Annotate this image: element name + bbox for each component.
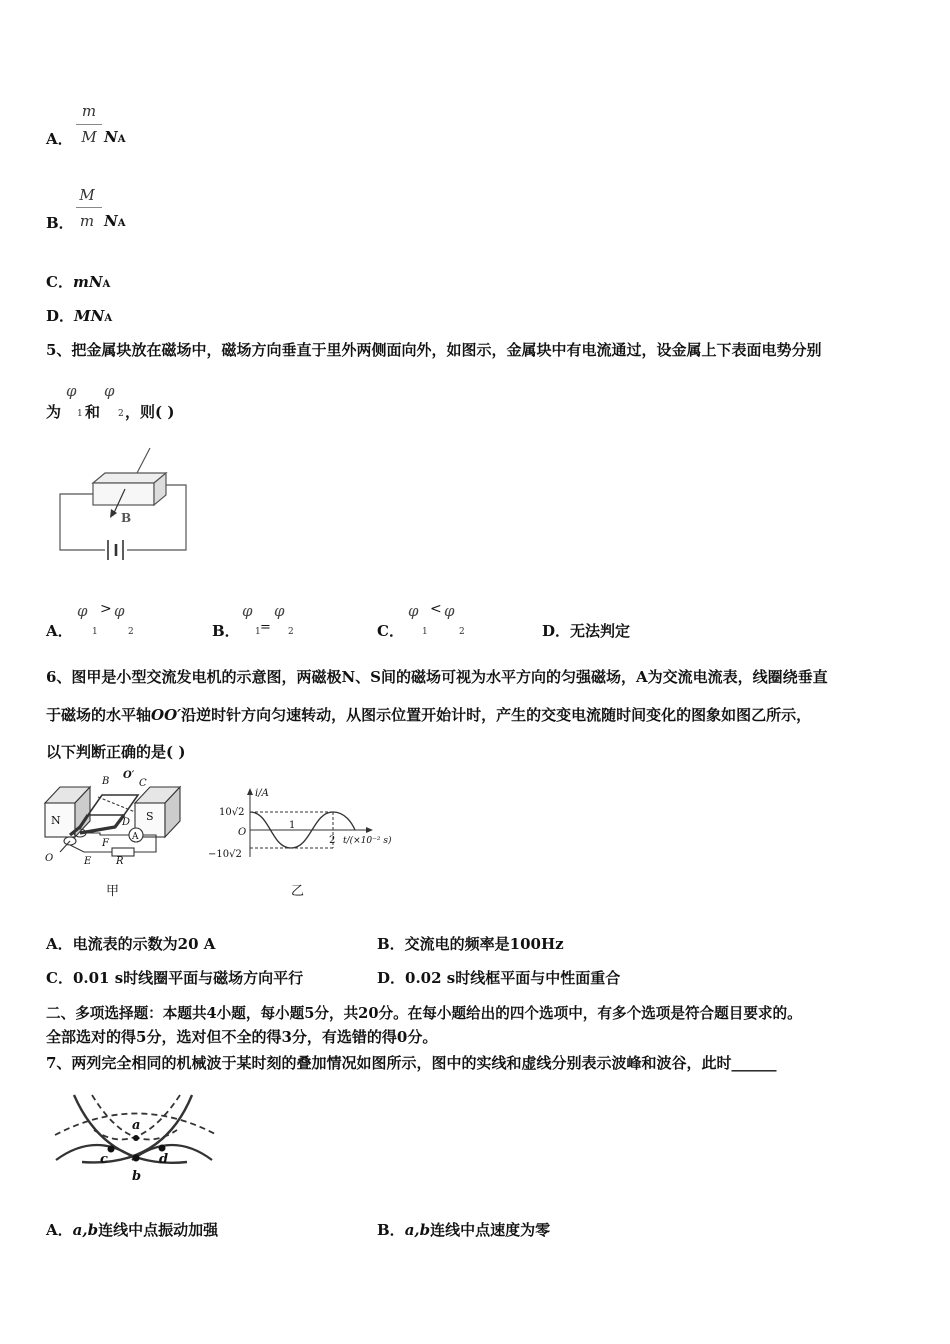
y-tick-positive: 10√2 <box>219 807 245 818</box>
x-axis-label: t/(×10⁻² s) <box>343 836 392 846</box>
resistor-r <box>112 848 134 856</box>
option-text: 连线中点振动加强 <box>98 1221 219 1239</box>
label-ammeter: A <box>132 832 139 842</box>
phi-symbol: φ <box>242 602 253 620</box>
solid-crest-lower-right <box>132 1145 212 1160</box>
label-d: D <box>122 817 131 828</box>
option-subscript: A <box>104 313 113 324</box>
q5-option-d: D．无法判定 <box>542 622 631 640</box>
phi-symbol: φ <box>408 602 419 620</box>
x-tick-2: 2 <box>329 835 336 846</box>
field-line <box>137 448 150 473</box>
stem-text: 沿逆时针方向匀速转动，从图示位置开始计时，产生的交变电流随时间变化的图象如图乙所示， <box>181 706 812 724</box>
q4-option-c <box>46 271 110 292</box>
option-label: A． <box>46 1221 73 1239</box>
label-r: R <box>116 856 124 867</box>
label-o-prime: O′ <box>123 770 135 781</box>
generator-figure <box>40 767 200 902</box>
option-text: mN <box>72 273 103 291</box>
option-text: MN <box>74 307 105 325</box>
stem-suffix: ，则( ) <box>125 403 175 421</box>
q6-stem-line1: 6、图甲是小型交流发电机的示意图，两磁极N、S间的磁场可视为水平方向的匀强磁场，A为交流电流表，线圈绕垂直 <box>46 668 828 686</box>
q7-stem: 7、两列完全相同的机械波于某时刻的叠加情况如图所示，图中的实线和虚线分别表示波峰和波谷，此时______ <box>46 1054 777 1072</box>
q4-option-d <box>46 305 112 326</box>
label-d: d <box>159 1152 169 1167</box>
current-graph <box>205 785 405 900</box>
coil-loop <box>88 795 138 815</box>
fraction-numerator: M <box>79 186 95 204</box>
fraction-bar <box>76 207 102 208</box>
option-label: A． <box>46 622 73 640</box>
relation-symbol: < <box>430 601 442 617</box>
phi-symbol: φ <box>444 602 455 620</box>
relation-symbol: > <box>100 601 112 617</box>
wave-interference-figure <box>52 1090 222 1185</box>
figure-caption: 乙 <box>291 884 305 899</box>
option-label: C． <box>377 622 404 640</box>
y-tick-negative: −10√2 <box>208 849 242 860</box>
wire <box>80 833 129 835</box>
label-n: N <box>51 814 61 827</box>
q6-option-b: B．交流电的频率是100Hz <box>377 935 564 953</box>
subscript-1: 1 <box>255 627 261 637</box>
point-a <box>133 1135 139 1141</box>
phi-symbol: φ <box>77 602 88 620</box>
label-f: F <box>102 838 109 849</box>
stem-prefix: 为 <box>46 403 62 421</box>
phi-symbol: φ <box>66 382 77 400</box>
point-b <box>133 1155 140 1162</box>
q6-stem-line2 <box>46 704 811 725</box>
phi-symbol: φ <box>104 382 115 400</box>
q5-stem-line1: 5、把金属块放在磁场中，磁场方向垂直于里外两侧面向外，如图示，金属块中有电流通过，设金属上下表面电势分别 <box>46 341 822 359</box>
label-s: S <box>146 810 154 823</box>
x-tick-1: 1 <box>289 820 296 831</box>
q7-option-b <box>377 1219 550 1240</box>
label-a: a <box>132 1118 141 1133</box>
section2-line2: 全部选对的得5分，选对但不全的得3分，有选错的得0分。 <box>46 1028 438 1046</box>
label-c: C <box>139 778 147 789</box>
stem-and: 和 <box>85 403 101 421</box>
figure-caption: 甲 <box>106 884 120 899</box>
phi-symbol: φ <box>114 602 125 620</box>
option-symbol: a,b <box>72 1221 99 1239</box>
subscript-1: 1 <box>77 409 83 419</box>
axis-line <box>98 797 135 812</box>
solid-crest-left <box>74 1095 187 1163</box>
x-axis-arrow <box>366 827 373 833</box>
subscript-2: 2 <box>118 409 124 419</box>
fraction-denominator: M <box>81 128 97 146</box>
label-e: E <box>84 856 92 867</box>
option-label: D． <box>46 307 75 325</box>
phi-symbol: φ <box>274 602 285 620</box>
fraction-bar <box>76 124 102 125</box>
origin-label: O <box>238 827 247 838</box>
q6-option-c: C．0.01 s时线圈平面与磁场方向平行 <box>46 969 304 987</box>
q6-option-a: A．电流表的示数为20 A <box>46 935 216 953</box>
option-text: NA <box>104 128 126 146</box>
option-label: A． <box>46 130 73 148</box>
q6-option-d: D．0.02 s时线框平面与中性面重合 <box>377 969 621 987</box>
arrow-head <box>110 509 117 518</box>
axis-symbol: OO′ <box>151 706 182 724</box>
label-c: c <box>100 1152 108 1167</box>
label-b: b <box>132 1169 142 1184</box>
subscript-1: 1 <box>422 627 428 637</box>
label-o: O <box>45 853 54 864</box>
option-label: C． <box>46 273 73 291</box>
y-axis-arrow <box>247 788 253 795</box>
point-d <box>159 1145 166 1152</box>
subscript-2: 2 <box>459 627 465 637</box>
point-c <box>108 1146 115 1153</box>
label-b: B <box>121 511 132 525</box>
subscript-2: 2 <box>288 627 294 637</box>
option-text: NA <box>104 212 126 230</box>
option-symbol: a,b <box>404 1221 431 1239</box>
label-b: B <box>102 776 110 787</box>
option-label: B． <box>212 622 240 640</box>
fraction-numerator: m <box>81 102 97 120</box>
stem-text: 于磁场的水平轴 <box>46 706 152 724</box>
q6-stem-line3: 以下判断正确的是( ) <box>46 743 186 761</box>
y-axis-label: i/A <box>255 788 269 799</box>
option-label: B． <box>377 1221 405 1239</box>
relation-symbol: = <box>260 620 271 635</box>
q7-option-a <box>46 1219 218 1240</box>
q5-circuit-figure <box>55 445 195 570</box>
option-subscript: A <box>102 279 111 290</box>
section2-line1: 二、多项选择题：本题共4小题，每小题5分，共20分。在每小题给出的四个选项中，有多个选项是符合题目要求的。 <box>46 1005 802 1022</box>
subscript-2: 2 <box>128 627 134 637</box>
block-front-face <box>93 483 154 505</box>
fraction-denominator: m <box>79 212 95 230</box>
subscript-1: 1 <box>92 627 98 637</box>
option-text: 连线中点速度为零 <box>430 1221 551 1239</box>
option-label: B． <box>46 214 74 232</box>
